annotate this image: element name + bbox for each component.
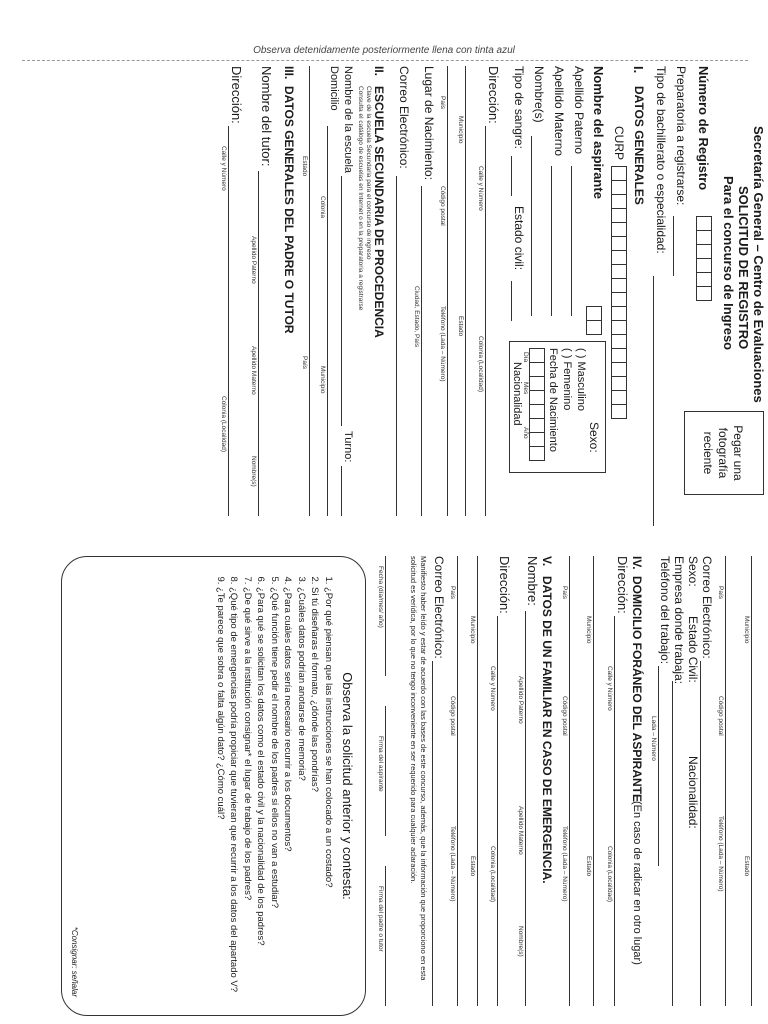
dir-pais-label: País xyxy=(439,96,446,110)
nombres-label: Nombre(s) xyxy=(532,66,546,123)
section2-number: II. xyxy=(372,66,386,77)
sexo-label: Sexo: xyxy=(587,422,601,453)
question-item: 2. Si tú diseñaras el formato, ¿dónde las pondrías? xyxy=(308,587,321,999)
right-correo-field[interactable] xyxy=(700,661,701,1006)
section3-ap-paterno-label: Apellido Paterno xyxy=(250,236,257,284)
question-item: 4. ¿Para cuáles datos sería necesario recurrir a los documentos? xyxy=(281,587,294,999)
question-item: 1. ¿Por qué piensan que las instrucciones se han colocado a un costado? xyxy=(322,587,335,999)
dir-colonia-label: Colonia (Localidad) xyxy=(477,336,484,393)
dashed-divider xyxy=(22,60,748,61)
section1-title: DATOS GENERALES xyxy=(632,86,646,205)
section2-hint1: Clave de la escuela Secundaria para el concurso de ingreso xyxy=(365,86,372,260)
right-lada-label: Lada – Número xyxy=(650,716,657,761)
dir-calle-label: Calle y Número xyxy=(477,166,484,211)
question-item: 7. ¿De qué sirve a la institución consignar* el lugar de trabajo de los padres? xyxy=(241,587,254,999)
right-pais-label: País xyxy=(717,586,724,600)
registration-form-sheet xyxy=(46,66,766,1021)
domicilio-label: Domicilio xyxy=(328,66,340,111)
section3 xyxy=(46,66,296,526)
right-empresa-field[interactable] xyxy=(672,681,673,1006)
form-title: SOLICITUD DE REGISTRO xyxy=(736,186,751,350)
right-telefono-trabajo-label: Teléfono del trabajo: xyxy=(658,556,672,665)
fecha-nacimiento-label: Fecha de Nacimiento xyxy=(547,348,559,452)
section4-direccion-label: Dirección: xyxy=(615,556,630,614)
questions-box xyxy=(61,556,366,1016)
section4-direccion-field-3[interactable] xyxy=(569,556,570,1006)
estado-civil-label: Estado civil: xyxy=(512,206,526,271)
firma-aspirante-label: Firma del aspirante xyxy=(377,736,384,792)
section4-calle-label: Calle y Número xyxy=(606,666,613,711)
questions-title: Observa la solicitud anterior y contesta: xyxy=(340,672,355,900)
section3-nombre-tutor-field[interactable] xyxy=(258,171,259,516)
question-item: 5. ¿Qué función tiene pedir el nombre de los padres si ellos no van a estudiar? xyxy=(268,587,281,999)
section5-title: DATOS DE UN FAMILIAR EN CASO DE EMERGENCIA. xyxy=(540,576,554,884)
nombre-escuela-label: Nombre de la escuela xyxy=(342,66,354,174)
section2-hint2: Consulta el catálogo de escuelas en Internet o en la preparatoria a registrarse xyxy=(357,86,364,311)
fecha-anio-label: Año xyxy=(522,427,529,439)
right-sexo-label: Sexo: xyxy=(686,556,700,587)
bachillerato-label: Tipo de bachillerato o especialidad: xyxy=(654,66,668,254)
nombre-aspirante-label: Nombre del aspirante xyxy=(591,66,606,199)
nacionalidad-label: Nacionalidad xyxy=(511,362,523,426)
direccion-label: Dirección: xyxy=(486,66,501,124)
section4-estado-label: Estado xyxy=(585,856,592,877)
section5-ap-paterno-label: Apellido Paterno xyxy=(517,676,524,724)
fecha-dia-label: Día xyxy=(522,352,529,363)
right-correo-label: Correo Electrónico: xyxy=(700,556,714,659)
curp-label: CURP xyxy=(612,126,626,161)
section2-title: ESCUELA SECUNDARIA DE PROCEDENCIA xyxy=(372,86,386,338)
registro-label: Número de Registro xyxy=(696,66,711,191)
right-municipio-label: Municipio xyxy=(743,616,750,644)
section4-pais-label: País xyxy=(561,586,568,600)
section5-direccion-field[interactable] xyxy=(497,616,498,1006)
dir-municipio-label: Municipio xyxy=(457,116,464,144)
photo-label: Pegar una fotografía reciente xyxy=(701,425,745,481)
apellido-materno-label: Apellido Materno xyxy=(552,66,566,157)
section5-correo-label: Correo Electrónico: xyxy=(432,556,446,659)
question-item: 8. ¿Qué tipo de emergencias podría propiciar que tuvieran que recurrir a los datos del apartado V? xyxy=(227,587,240,999)
question-item: 6. ¿Para qué se solicitan los datos como el estado civil y la nacionalidad de los padres? xyxy=(254,587,267,999)
section4-title: DOMICILIO FORÁNEO DEL ASPIRANTE xyxy=(630,576,644,803)
section4-colonia-label: Colonia (Localidad) xyxy=(606,846,613,903)
section4-municipio-label: Municipio xyxy=(585,616,592,644)
section4-number: IV. xyxy=(630,556,644,570)
section5-nombre-field[interactable] xyxy=(525,611,526,1006)
section3-title: DATOS GENERALES DEL PADRE O TUTOR xyxy=(282,86,296,334)
sexo-masculino-option[interactable]: ( ) Masculino xyxy=(575,348,587,411)
section5-direccion-field-2[interactable] xyxy=(477,556,478,1006)
dir-tel-label: Teléfono (Lada – Número) xyxy=(439,306,446,382)
section4-direccion-field-2[interactable] xyxy=(593,556,594,1006)
section5-direccion-field-3[interactable] xyxy=(457,556,458,1006)
question-item: 9. ¿Te parece que sobra o falta algún dato? ¿Cómo cuál? xyxy=(214,587,227,999)
section4-title-note: (En caso de radicar en otro lugar) xyxy=(631,801,643,965)
prepa-label: Preparatoria a registrarse: xyxy=(674,66,688,206)
escuela-colonia-label: Colonia xyxy=(319,196,326,219)
correo-label: Correo Electrónico: xyxy=(397,66,411,169)
dir-cp-label: Código postal xyxy=(439,186,446,226)
section3-nombre-tutor-label: Nombre del tutor: xyxy=(259,66,274,167)
section1-number: I. xyxy=(631,66,646,74)
section3-calle-label: Calle y Número xyxy=(220,146,227,191)
firma-padre-field[interactable] xyxy=(385,866,386,1006)
section5-direccion-label: Dirección: xyxy=(497,556,512,614)
instruction-header: Observa detenidamente posteriormente llena con tinta azul xyxy=(253,45,515,56)
section5-number: V. xyxy=(540,556,554,567)
section5-nombres-label: Nombre(s) xyxy=(517,926,524,957)
right-nacionalidad-label: Nacionalidad: xyxy=(686,756,700,829)
section3-colonia-label: Colonia (Localidad) xyxy=(220,396,227,453)
fecha-firma-field[interactable] xyxy=(385,556,386,676)
fecha-mes-label: Mes xyxy=(522,382,529,395)
right-top-line-2[interactable] xyxy=(725,556,726,1006)
right-tel-label: Teléfono (Lada – Número) xyxy=(717,816,724,892)
section4-direccion-field[interactable] xyxy=(614,616,615,1006)
right-cp-label: Código postal xyxy=(717,696,724,736)
section5-municipio-label: Municipio xyxy=(469,616,476,644)
escuela-pais-label: País xyxy=(301,356,308,370)
section4-tel-label: Teléfono (Lada – Número) xyxy=(561,826,568,902)
section5-calle-label: Calle y Número xyxy=(489,666,496,711)
section5-correo-field[interactable] xyxy=(432,661,433,1006)
right-estado-label: Estado xyxy=(743,856,750,877)
right-estado-civil-label: Estado Civil: xyxy=(686,616,700,683)
lugar-nacimiento-label: Lugar de Nacimiento: xyxy=(422,66,436,181)
firma-padre-label: Firma del padre o tutor xyxy=(377,886,384,952)
right-empresa-label: Empresa donde trabaja: xyxy=(672,556,686,685)
section3-direccion-field[interactable] xyxy=(228,126,229,516)
section5-estado-label: Estado xyxy=(469,856,476,877)
right-top-line[interactable] xyxy=(751,556,752,1006)
section3-nombres-label: Nombre(s) xyxy=(250,456,257,487)
lugar-nacimiento-sub: Ciudad, Estado, País xyxy=(413,286,420,348)
manifesto-text: Manifiesto haber leído y estar de acuerdo con las bases de este concurso, además, que la información que proporciono en esta solicitud es verídica, por lo que no tengo inconveniente en ser requerido para cualquier aclaración. xyxy=(409,556,428,981)
section5-tel-label: Teléfono (Lada – Número) xyxy=(449,826,456,902)
section5-cp-label: Código postal xyxy=(449,696,456,736)
questions-list xyxy=(214,573,335,999)
escuela-municipio-label: Municipio xyxy=(319,366,326,394)
firma-aspirante-field[interactable] xyxy=(385,706,386,836)
section4-cp-label: Código postal xyxy=(561,696,568,736)
fecha-firma-label: Fecha (día/mes/ año) xyxy=(377,566,384,628)
escuela-estado-label: Estado xyxy=(301,156,308,177)
section5-colonia-label: Colonia (Localidad) xyxy=(489,846,496,903)
form-subtitle: Para el concurso de Ingreso xyxy=(721,176,736,351)
question-item: 3. ¿Cuáles datos podrían anotarse de memoria? xyxy=(295,587,308,999)
section5-ap-materno-label: Apellido Materno xyxy=(517,806,524,855)
section5-pais-label: País xyxy=(449,586,456,600)
tipo-sangre-label: Tipo de sangre: xyxy=(512,66,526,149)
sexo-femenino-option[interactable]: ( ) Femenino xyxy=(561,348,573,411)
section3-direccion-label: Dirección: xyxy=(229,66,244,124)
section3-ap-materno-label: Apellido Materno xyxy=(250,346,257,395)
apellido-paterno-label: Apellido Paterno xyxy=(572,66,586,155)
dir-estado-label: Estado xyxy=(457,316,464,337)
turno-label: Turno: xyxy=(342,431,354,463)
section5-nombre-label: Nombre: xyxy=(525,556,540,606)
right-telefono-trabajo-field[interactable] xyxy=(658,666,659,866)
consignar-footnote: *Consignar: señalar xyxy=(70,926,79,997)
section3-number: III. xyxy=(282,66,296,80)
org-title: Secretaría General – Centro de Evaluaciones xyxy=(751,126,766,403)
